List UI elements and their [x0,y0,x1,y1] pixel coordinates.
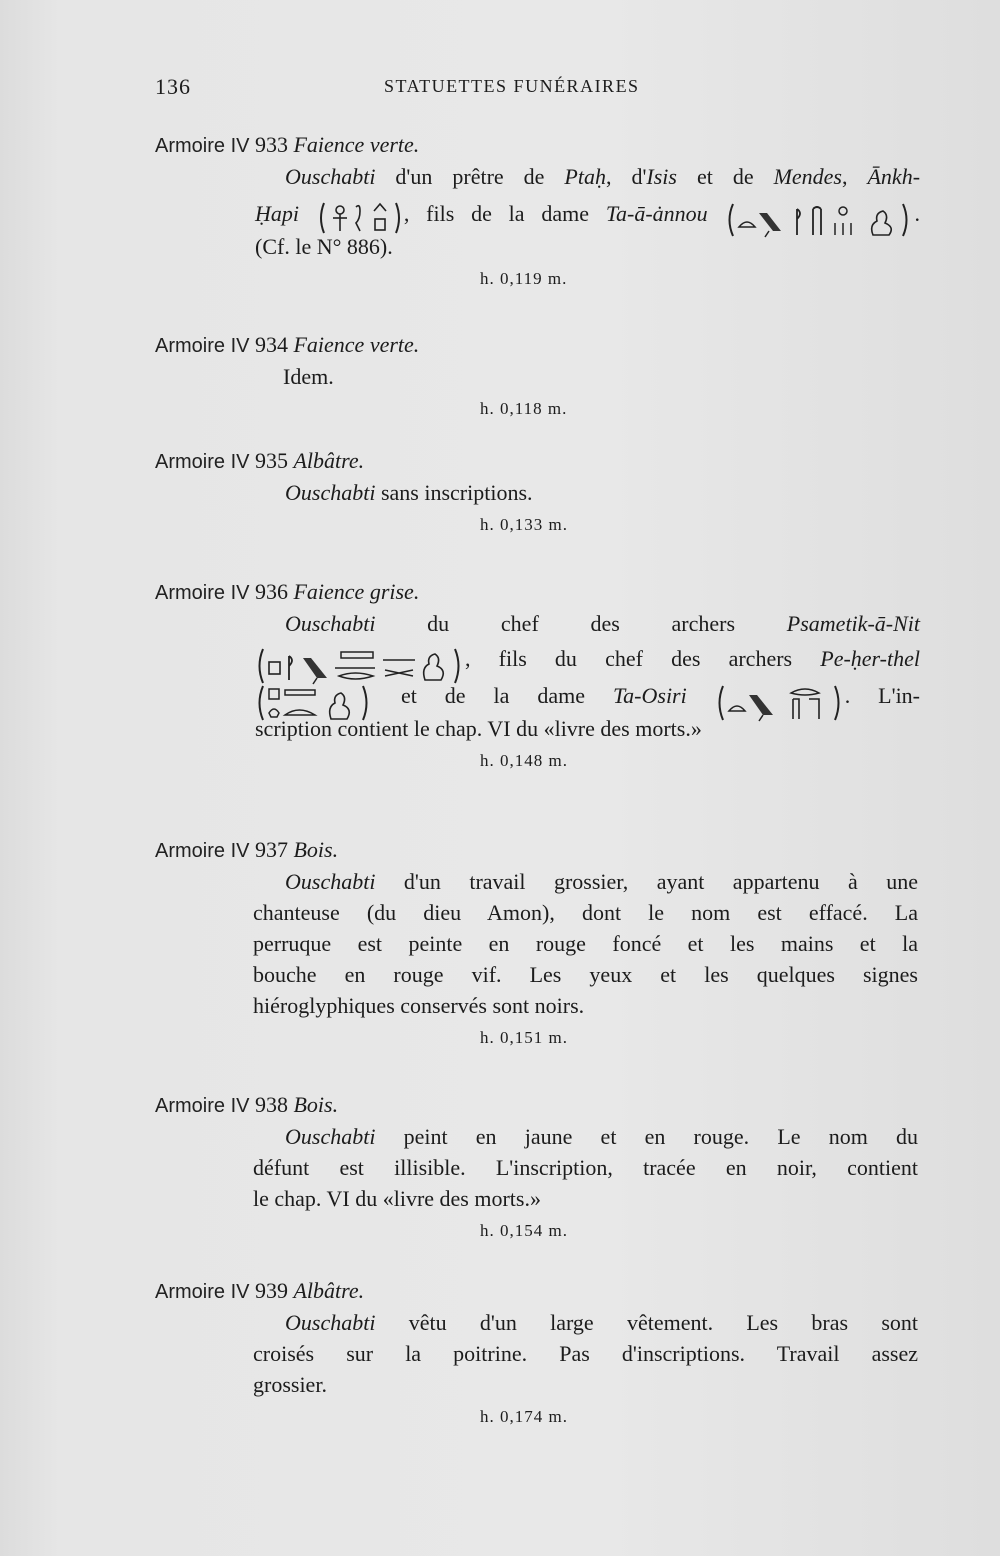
cabinet-label: Armoire IV [155,1095,250,1117]
desc-text: Mendes [773,164,842,189]
desc-text: chanteuse (du dieu Amon), dont le nom est effacé. La [253,900,918,925]
desc-text: Idem. [283,364,334,389]
desc-text: Ouschabti [285,869,376,894]
entry-description [283,361,948,392]
desc-text: Ouschabti [285,1124,376,1149]
material: Faience verte. [293,332,420,357]
desc-text: sans inscriptions. [375,480,533,505]
entry-heading [155,1090,920,1121]
catalog-entry-939 [155,1276,920,1428]
hieroglyph-cartouche-ta-osiri [715,683,845,713]
entry-description: Ouschabti d'un prêtre de Ptaḥ, d'Isis et de Mendes, Ānkh- Ḥapi , fils de la dame Ta-ā-ȧnnou . (Cf. le N° 886). [255,161,920,262]
desc-text: Ānkh- [867,164,921,189]
material: Albâtre. [293,1278,365,1303]
desc-text: Ouschabti [285,164,376,189]
entry-number: 938 [254,1092,288,1117]
material: Faience verte. [293,132,420,157]
desc-text: Ta-ā-ȧnnou [605,201,708,226]
material: Bois. [293,1092,339,1117]
desc-text: Ḥapi [255,201,299,226]
cabinet-label: Armoire IV [155,840,250,862]
entry-description [253,1121,918,1214]
entry-heading [155,330,920,361]
cabinet-label: Armoire IV [155,335,250,357]
desc-text: Isis [646,164,677,189]
desc-text: , d' [605,164,647,189]
desc-text: , fils du chef des archers [465,646,821,671]
entry-description [253,866,918,1021]
entry-number: 936 [254,579,288,604]
desc-text: et de [676,164,774,189]
desc-text: Ouschabti [285,611,376,636]
desc-text: (Cf. le N° 886). [255,233,393,259]
material: Bois. [293,837,339,862]
desc-text: Ta-Osiri [612,682,687,708]
height-measurement: h. 0,174 m. [480,1407,568,1426]
entry-number: 935 [254,448,288,473]
hieroglyph-cartouche-pe-her-thel [255,683,373,713]
catalog-entry-934 [155,330,920,420]
material: Albâtre. [293,448,365,473]
entry-heading [155,446,920,477]
desc-text: Ouschabti [285,480,376,505]
catalog-entry-938 [155,1090,920,1242]
hieroglyph-cartouche-ankh-hapi [316,201,404,231]
height-measurement: h. 0,154 m. [480,1221,568,1240]
desc-text: le chap. VI du «livre des morts.» [253,1186,541,1211]
desc-text: scription contient le chap. VI du «livre des morts.» [255,715,702,741]
desc-text: perruque est peinte en rouge foncé et les mains et la [253,931,918,956]
material: Faience grise. [293,579,420,604]
cabinet-label: Armoire IV [155,451,250,473]
catalog-entry-935 [155,446,920,536]
desc-text: bouche en rouge vif. Les yeux et les quelques signes [253,962,918,987]
desc-text: d'un travail grossier, ayant appartenu à une [375,869,918,894]
desc-text: grossier. [253,1372,327,1397]
desc-text: peint en jaune et en rouge. Le nom du [375,1124,918,1149]
height-measurement: h. 0,148 m. [480,750,568,770]
desc-text: , fils de la dame [403,201,606,226]
cabinet-label: Armoire IV [155,135,250,157]
entry-description [285,477,950,508]
hieroglyph-cartouche-ta-a-annou [725,201,915,231]
entry-heading [155,1276,920,1307]
desc-text: . L'in- [844,682,921,708]
hieroglyph-cartouche-psametik [255,646,465,676]
catalog-entry-936 [155,577,920,772]
running-title: STATUETTES FUNÉRAIRES [384,76,640,96]
entry-description [253,1307,918,1400]
desc-text: , [842,164,868,189]
entry-description [255,608,920,744]
height-measurement: h. 0,119 m. [480,268,568,288]
cabinet-label: Armoire IV [155,1281,250,1303]
desc-text: Psametik-ā-Nit [786,611,920,636]
desc-text: vêtu d'un large vêtement. Les bras sont [375,1310,918,1335]
catalog-entry-933 [155,130,920,290]
height-measurement: h. 0,133 m. [480,515,568,534]
desc-text: Ouschabti [285,1310,376,1335]
entry-number: 934 [254,332,288,357]
desc-text: et de la dame [373,682,613,708]
entry-heading [155,577,920,608]
desc-text: du chef des archers [375,611,787,636]
desc-text: d'un prêtre de [375,164,565,189]
entry-number: 937 [254,837,288,862]
desc-text: défunt est illisible. L'inscription, tracée en noir, contient [253,1155,918,1180]
cabinet-label: Armoire IV [155,582,250,604]
desc-text: Pe-ḥer-thel [820,646,920,671]
desc-text: Ptaḥ [564,164,606,189]
desc-text: hiéroglyphiques conservés sont noirs. [253,993,585,1018]
entry-number: 933 [254,132,288,157]
entry-heading [155,835,920,866]
page-number: 136 [155,74,191,99]
entry-number: 939 [254,1278,288,1303]
desc-text: croisés sur la poitrine. Pas d'inscriptions. Travail assez [253,1341,918,1366]
entry-heading [155,130,920,161]
catalog-entry-937 [155,835,920,1049]
height-measurement: h. 0,118 m. [480,399,568,418]
height-measurement: h. 0,151 m. [480,1028,568,1047]
